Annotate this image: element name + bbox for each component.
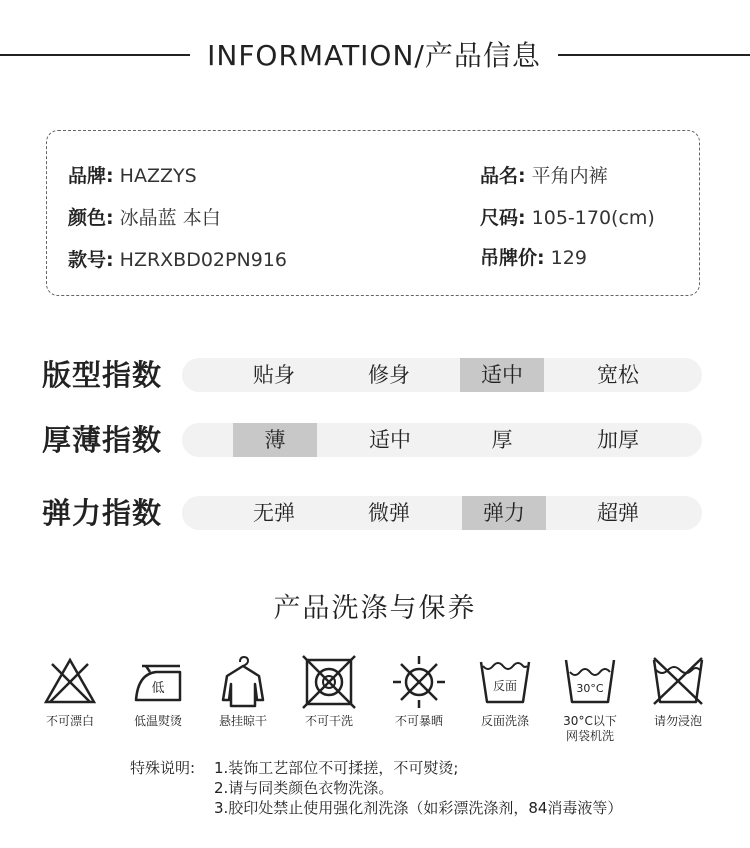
note-line-1: 1.装饰工艺部位不可揉搓，不可熨烫; <box>214 759 459 777</box>
care-low-iron <box>116 652 200 729</box>
no-sun-dry-icon <box>389 652 449 712</box>
stretch-option-1: 无弹 <box>253 501 295 525</box>
care-wash-inside-out <box>463 652 547 729</box>
care-caption-hang-dry: 悬挂晾干 <box>218 714 267 728</box>
care-caption-no-bleach: 不可漂白 <box>45 714 94 728</box>
machine-wash-30-icon-text: 30°C <box>576 682 604 695</box>
note-line-3: 3.胶印处禁止使用强化剂洗涤（如彩漂洗涤剂，84消毒液等） <box>214 799 623 817</box>
header-divider-right <box>558 54 750 56</box>
care-no-sun-dry <box>377 652 461 729</box>
product-name-label: 品名: <box>480 165 526 187</box>
product-name-value: 平角内裤 <box>531 165 608 187</box>
fit-option-1: 贴身 <box>253 363 295 387</box>
special-notes <box>130 758 622 818</box>
care-caption-no-dry-clean: 不可干洗 <box>304 714 353 728</box>
thickness-option-3: 厚 <box>491 428 513 452</box>
care-caption-no-soak: 请勿浸泡 <box>653 714 702 728</box>
header-divider-left <box>0 54 190 56</box>
size-row <box>480 203 655 230</box>
wash-inside-out-icon-text: 反面 <box>492 679 518 693</box>
machine-wash-30-icon <box>560 652 620 712</box>
care-caption-low-iron: 低温熨烫 <box>133 714 182 728</box>
page-title: INFORMATION/产品信息 <box>207 39 541 72</box>
wash-inside-out-icon <box>475 652 535 712</box>
brand-value: HAZZYS <box>119 165 197 187</box>
fit-option-4: 宽松 <box>597 363 639 387</box>
care-caption-no-sun-dry: 不可暴晒 <box>394 714 443 728</box>
color-label: 颜色: <box>68 207 114 229</box>
care-no-dry-clean <box>287 652 371 729</box>
stretch-option-3: 弹力 <box>462 496 546 530</box>
brand-label: 品牌: <box>68 165 114 187</box>
care-caption-wash-inside-out: 反面洗涤 <box>480 714 529 728</box>
no-bleach-icon <box>40 652 100 712</box>
product-name-row <box>480 161 608 188</box>
thickness-option-2: 适中 <box>369 428 411 452</box>
notes-lead: 特殊说明: <box>130 759 196 777</box>
fit-option-3: 适中 <box>460 358 544 392</box>
page-header <box>0 32 750 76</box>
note-line-2: 2.请与同类颜色衣物洗涤。 <box>214 779 394 797</box>
fit-index-label: 版型指数 <box>42 358 163 392</box>
product-info-box <box>46 130 700 296</box>
tag-price-row <box>480 243 587 270</box>
fit-index-scale <box>42 355 702 395</box>
thickness-index-scale <box>42 420 702 460</box>
style-no-value: HZRXBD02PN916 <box>119 249 287 271</box>
no-soak-icon <box>648 652 708 712</box>
stretch-option-2: 微弹 <box>368 501 410 525</box>
thickness-option-4: 加厚 <box>597 428 639 452</box>
low-iron-icon-text: 低 <box>151 681 165 696</box>
size-value: 105-170(cm) <box>531 207 655 229</box>
style-no-row <box>68 245 287 272</box>
thickness-option-1: 薄 <box>233 423 317 457</box>
stretch-index-scale <box>42 493 702 533</box>
fit-option-2: 修身 <box>368 363 410 387</box>
color-row <box>68 203 221 230</box>
no-dry-clean-icon <box>299 652 359 712</box>
care-no-soak <box>636 652 720 729</box>
care-no-bleach <box>28 652 112 729</box>
care-hang-dry <box>201 652 285 729</box>
style-no-label: 款号: <box>68 249 114 271</box>
tag-price-label: 吊牌价: <box>480 247 545 269</box>
care-caption-machine-wash-30: 30°C以下网袋机洗 <box>563 714 617 743</box>
care-section-title: 产品洗涤与保养 <box>273 593 477 624</box>
tag-price-value: 129 <box>550 247 587 269</box>
color-value: 冰晶蓝 本白 <box>119 207 221 229</box>
low-iron-icon <box>128 652 188 712</box>
thickness-index-label: 厚薄指数 <box>42 423 163 457</box>
size-label: 尺码: <box>480 207 526 229</box>
hang-dry-icon <box>213 652 273 712</box>
care-machine-wash-30 <box>548 652 632 744</box>
stretch-option-4: 超弹 <box>597 501 639 525</box>
stretch-index-label: 弹力指数 <box>42 496 163 530</box>
brand-row <box>68 161 197 188</box>
